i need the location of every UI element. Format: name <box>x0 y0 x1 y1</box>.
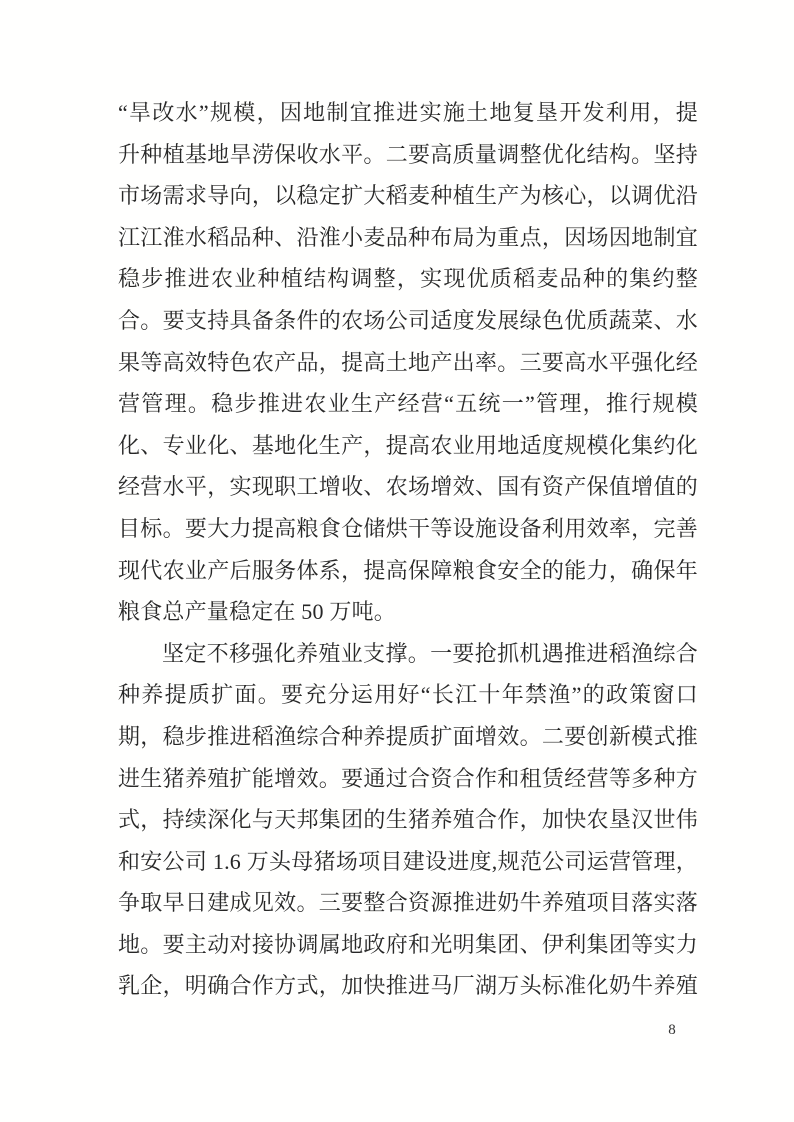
text-line: 合。要支持具备条件的农场公司适度发展绿色优质蔬菜、水 <box>118 307 698 333</box>
text-line: 争取早日建成见效。三要整合资源推进奶牛养殖项目落实落 <box>118 890 698 916</box>
text-line: 营管理。稳步推进农业生产经营“五统一”管理，推行规模 <box>118 391 698 417</box>
text-line: 果等高效特色农产品，提高土地产出率。三要高水平强化经 <box>118 349 698 375</box>
text-line: 粮食总产量稳定在 50 万吨。 <box>118 599 397 625</box>
text-line: 种养提质扩面。要充分运用好“长江十年禁渔”的政策窗口 <box>118 682 698 708</box>
text-line: 地。要主动对接协调属地政府和光明集团、伊利集团等实力 <box>118 931 698 957</box>
text-line: 江江淮水稻品种、沿淮小麦品种布局为重点，因场因地制宜 <box>118 224 698 250</box>
text-line: 现代农业产后服务体系，提高保障粮食安全的能力，确保年 <box>118 557 698 583</box>
text-line: 升种植基地旱涝保收水平。二要高质量调整优化结构。坚持 <box>118 141 698 167</box>
text-line: 坚定不移强化养殖业支撑。一要抢抓机遇推进稻渔综合 <box>162 640 698 666</box>
text-line: 稳步推进农业种植结构调整，实现优质稻麦品种的集约整 <box>118 266 698 292</box>
text-line: 进生猪养殖扩能增效。要通过合资合作和租赁经营等多种方 <box>118 765 698 791</box>
text-line: 目标。要大力提高粮食仓储烘干等设施设备利用效率，完善 <box>118 515 698 541</box>
text-line: 式，持续深化与天邦集团的生猪养殖合作，加快农垦汉世伟 <box>118 807 698 833</box>
text-line: 乳企，明确合作方式，加快推进马厂湖万头标准化奶牛养殖 <box>118 973 698 999</box>
page-number: 8 <box>668 1022 676 1038</box>
text-line: 和安公司 1.6 万头母猪场项目建设进度,规范公司运营管理， <box>118 848 698 874</box>
text-line: 经营水平，实现职工增收、农场增效、国有资产保值增值的 <box>118 474 698 500</box>
text-line: 期，稳步推进稻渔综合种养提质扩面增效。二要创新模式推 <box>118 723 698 749</box>
text-line: 化、专业化、基地化生产，提高农业用地适度规模化集约化 <box>118 432 698 458</box>
document-body <box>118 92 698 1007</box>
text-line: “旱改水”规模，因地制宜推进实施土地复垦开发利用，提 <box>118 100 698 125</box>
text-line: 市场需求导向，以稳定扩大稻麦种植生产为核心，以调优沿 <box>118 183 698 209</box>
